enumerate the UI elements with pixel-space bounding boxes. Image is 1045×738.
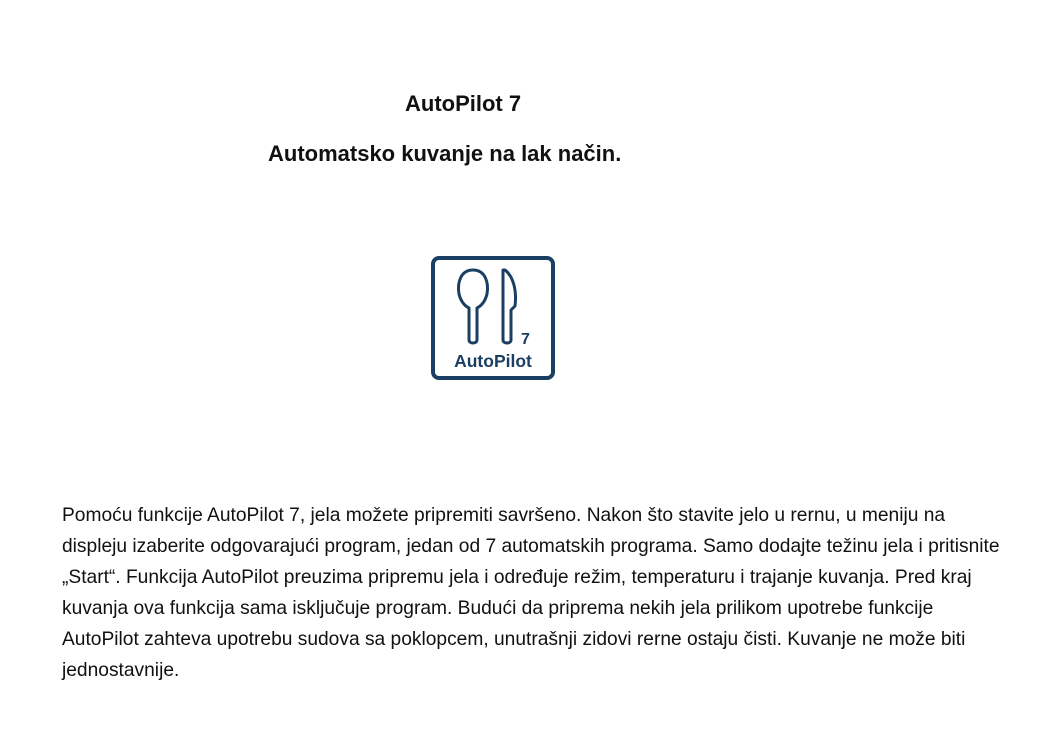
logo-label: AutoPilot bbox=[454, 351, 532, 371]
autopilot-logo-graphic bbox=[431, 256, 555, 380]
autopilot-logo bbox=[431, 256, 555, 380]
page-title: AutoPilot 7 bbox=[405, 91, 522, 116]
description-paragraph: Pomoću funkcije AutoPilot 7, jela možete pripremiti savršeno. Nakon što stavite jelo u rernu, u meniju na displeju izaberite odgovarajući program, jedan od 7 automatskih programa. Samo dodajte težinu jela i pritisnite „Start“. Funkcija AutoPilot preuzima pripremu jela i određuje režim, temperaturu i trajanje kuvanja. Pred kraj kuvanja ova funkcija sama isključuje program. Budući da priprema nekih jela prilikom upotrebe funkcije AutoPilot zahteva upotrebu sudova sa poklopcem, unutrašnji zidovi rerne ostaju čisti. Kuvanje ne može biti jednostavnije. bbox=[62, 505, 1000, 681]
logo-number: 7 bbox=[521, 331, 530, 348]
page-subtitle: Automatsko kuvanje na lak način. bbox=[268, 141, 622, 166]
